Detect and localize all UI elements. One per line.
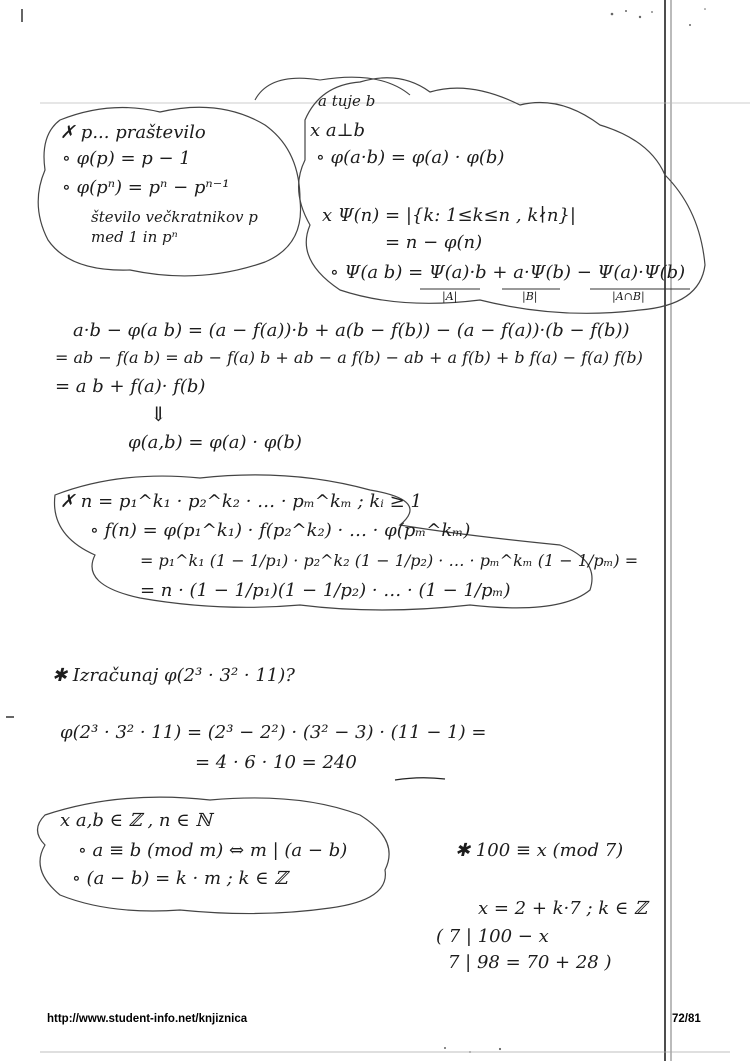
coprime-note: a tuje b [318, 92, 376, 110]
example-heading: ✱ 100 ≡ x (mod 7) [455, 840, 624, 861]
multiples-note-line2: med 1 in pⁿ [91, 228, 178, 246]
example-solution: x = 2 + k·7 ; k ∈ ℤ [478, 898, 648, 919]
exercise-heading: ✱ Izračunaj φ(2³ · 3² · 11)? [52, 665, 295, 686]
exercise-answer: = 4 · 6 · 10 = 240 [195, 752, 357, 773]
factorization-heading: ✗ n = p₁^k₁ · p₂^k₂ · … · pₘ^kₘ ; kᵢ ≥ 1 [60, 491, 422, 512]
psi-definition: x Ψ(n) = |{k: 1≤k≤n , k∤n}| [322, 205, 576, 226]
derivation-line1: a·b − φ(a b) = (a − f(a))·b + a(b − f(b)) − (a − f(a))·(b − f(b)) [73, 320, 630, 341]
phi-of-prime: ∘ φ(p) = p − 1 [62, 148, 191, 169]
phi-multiplicative: ∘ φ(a·b) = φ(a) · φ(b) [316, 147, 505, 168]
implies-arrow: ⇓ [150, 402, 167, 426]
phi-of-n-expanded: = p₁^k₁ (1 − 1/p₁) · p₂^k₂ (1 − 1/p₂) · … · pₘ^kₘ (1 − 1/pₘ) = [140, 551, 639, 570]
multiples-note-line1: število večkratnikov p [91, 208, 258, 226]
example-check2: 7 | 98 = 70 + 28 ) [448, 952, 612, 973]
exercise-computation: φ(2³ · 3² · 11) = (2³ − 2²) · (3² − 3) · (11 − 1) = [60, 722, 487, 743]
phi-of-prime-power: ∘ φ(pⁿ) = pⁿ − pⁿ⁻¹ [62, 177, 230, 198]
derivation-line3: = a b + f(a)· f(b) [55, 376, 206, 397]
prime-heading: ✗ p... praštevilo [60, 122, 206, 143]
psi-product: ∘ Ψ(a b) = Ψ(a)·b + a·Ψ(b) − Ψ(a)·Ψ(b) [330, 262, 686, 283]
example-check1: ( 7 | 100 − x [436, 926, 549, 947]
footer-page-number: 72/81 [672, 1013, 701, 1025]
psi-equals: = n − φ(n) [385, 232, 483, 253]
footer-source-link[interactable]: http://www.student-info.net/knjiznica [47, 1013, 248, 1025]
label-set-intersection: |A∩B| [612, 290, 645, 303]
derivation-line2: = ab − f(a b) = ab − f(a) b + ab − a f(b) − ab + a f(b) + b f(a) − f(a) f(b) [55, 348, 643, 367]
phi-of-n-final: = n · (1 − 1/p₁)(1 − 1/p₂) · … · (1 − 1/pₘ) [140, 580, 511, 601]
label-set-b: |B| [522, 290, 538, 303]
derivation-result: φ(a,b) = φ(a) · φ(b) [128, 432, 302, 453]
congruence-equivalent: ∘ (a − b) = k · m ; k ∈ ℤ [72, 868, 288, 889]
congruence-heading: x a,b ∈ ℤ , n ∈ ℕ [60, 810, 212, 831]
coprime-heading: x a⊥b [310, 120, 366, 141]
phi-of-n: ∘ f(n) = φ(p₁^k₁) · f(p₂^k₂) · … · φ(pₘ^kₘ) [90, 520, 471, 541]
label-set-a: |A| [442, 290, 458, 303]
answer-underline [395, 778, 445, 780]
congruence-definition: ∘ a ≡ b (mod m) ⇔ m | (a − b) [78, 840, 348, 861]
